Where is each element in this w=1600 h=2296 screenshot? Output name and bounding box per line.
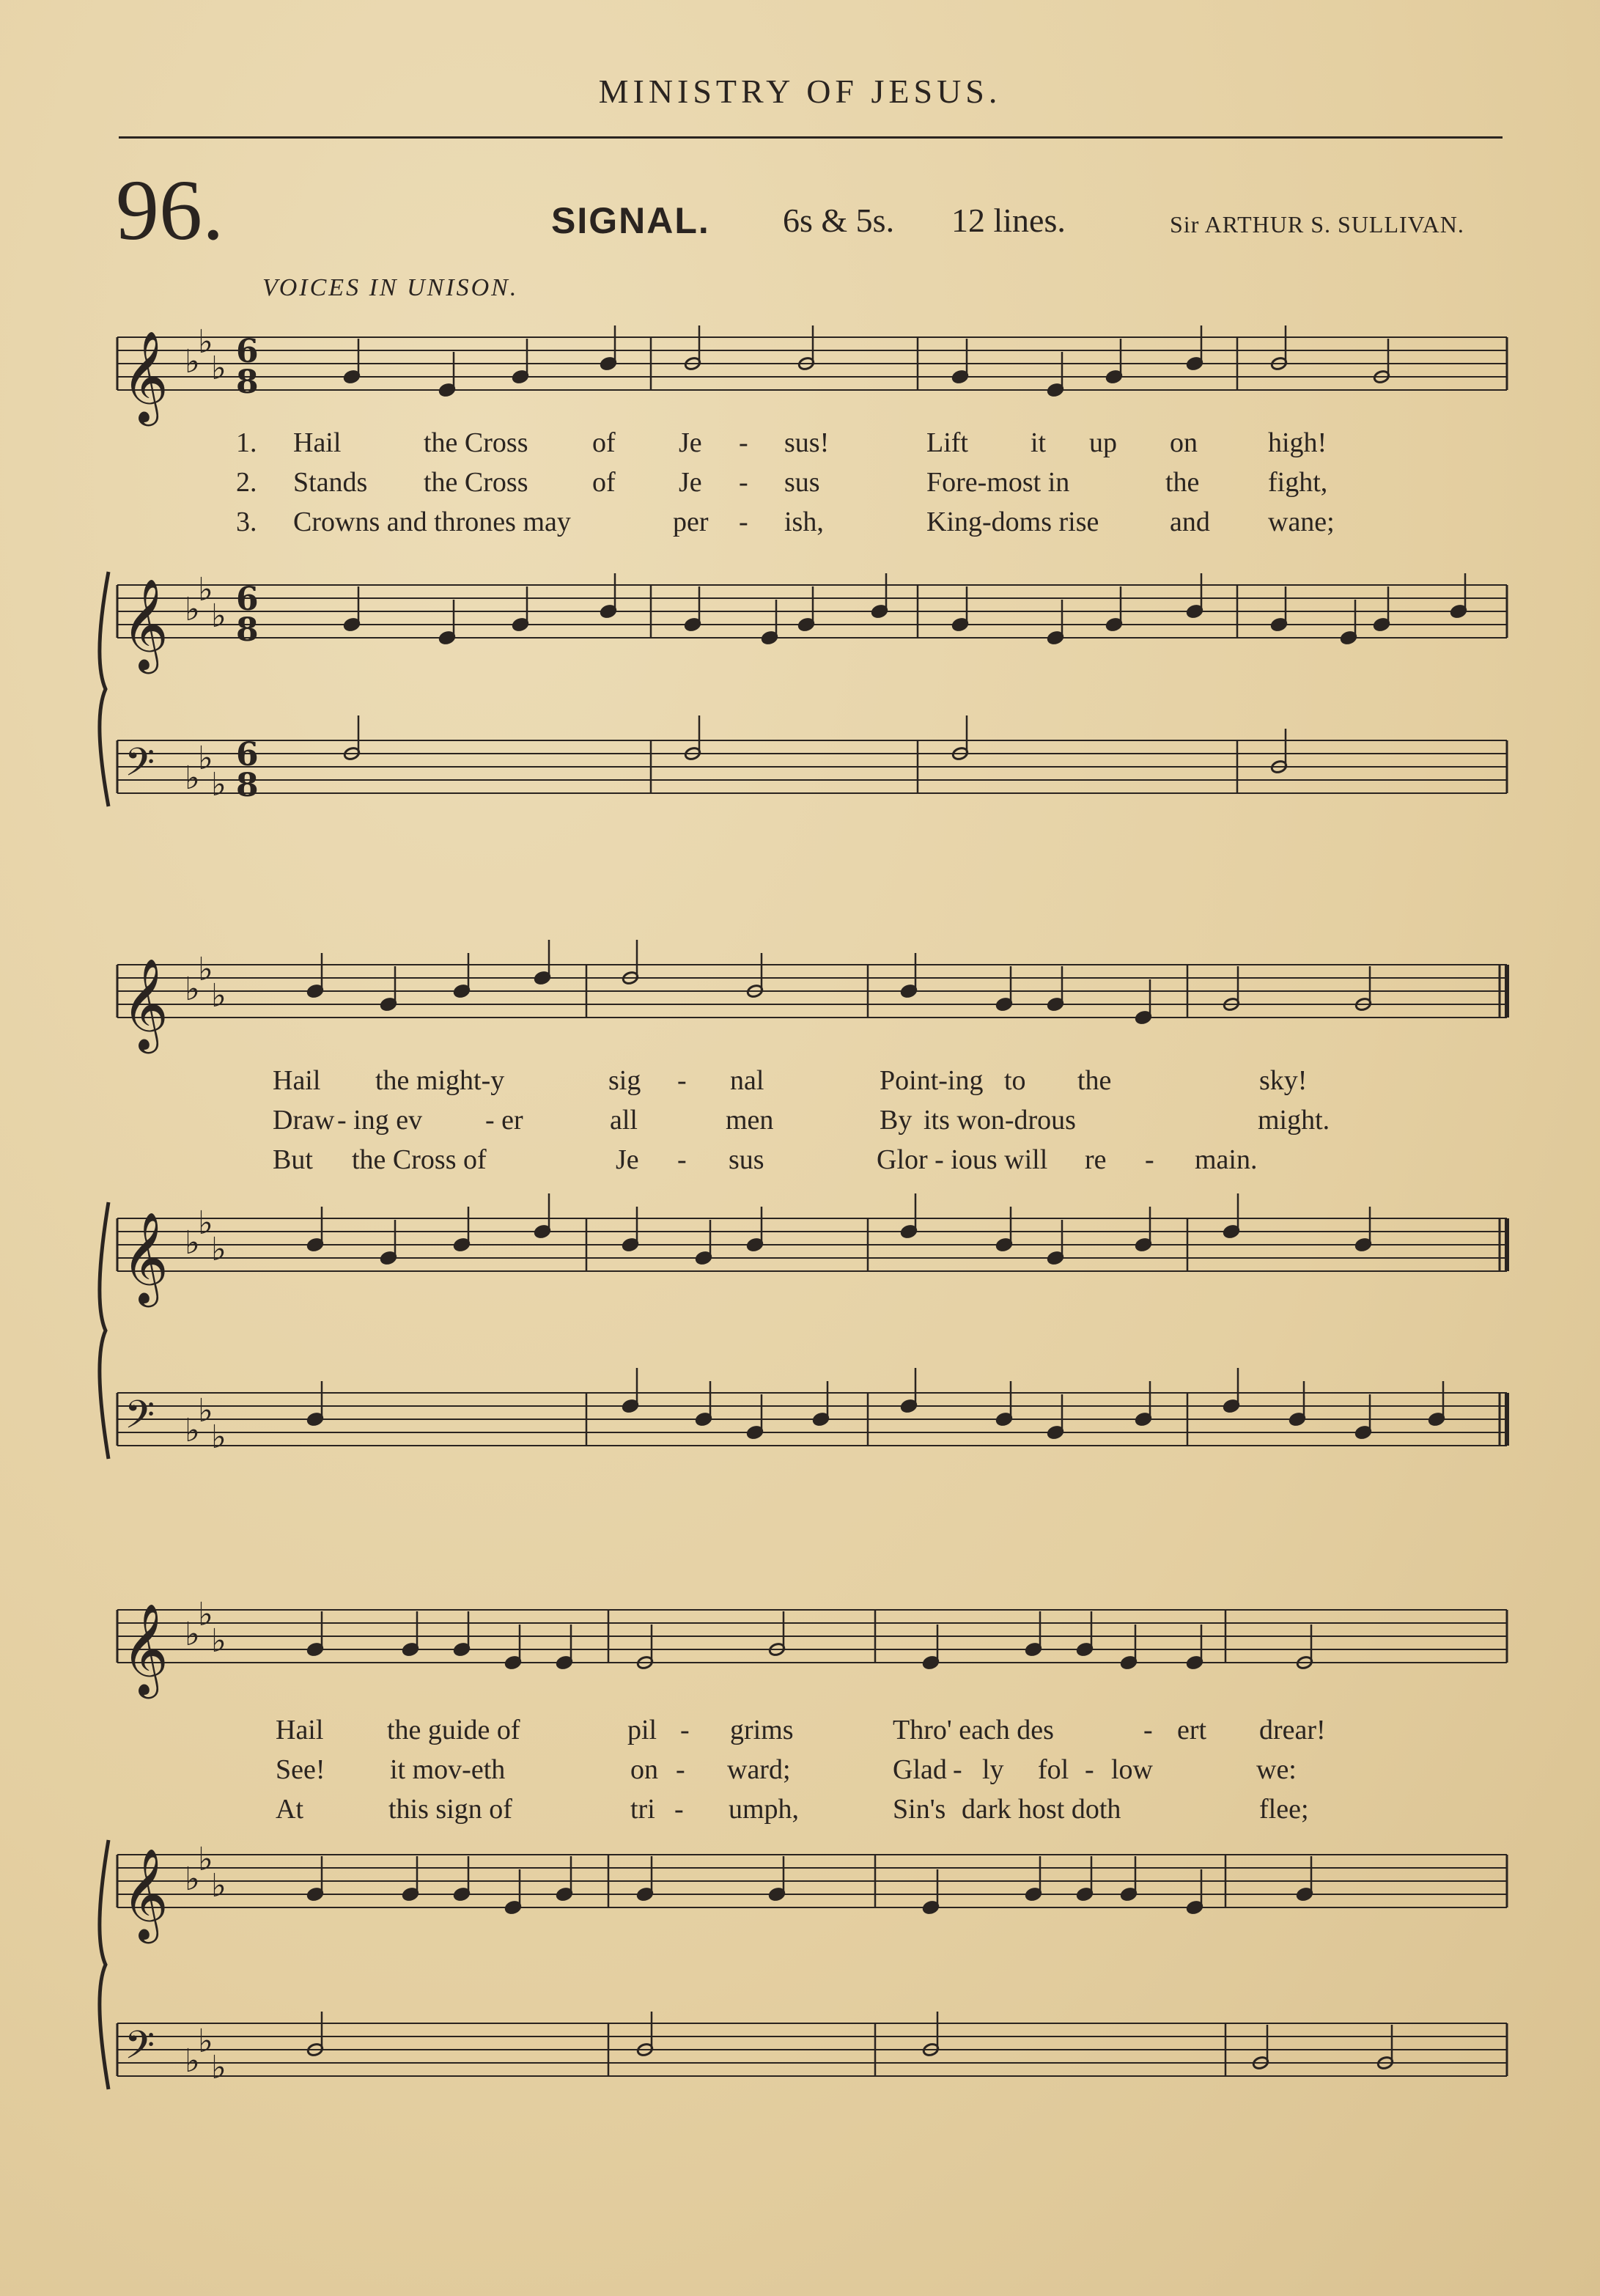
lyric-syllable: wane; [1268,507,1335,537]
flat-icon: ♭ [198,951,213,988]
flat-icon: ♭ [185,759,200,797]
treble-clef-icon: 𝄞 [122,578,169,670]
treble-clef-icon: 𝄞 [122,1212,169,1303]
lines-count: 12 lines. [951,202,1066,239]
lyric-syllable: sig [608,1065,641,1096]
lyric-syllable: By [880,1105,913,1136]
lyric-syllable: of [592,467,616,498]
flat-icon: ♭ [211,597,226,635]
flat-icon: ♭ [211,1419,226,1456]
treble-clef-icon: 𝄞 [122,1848,169,1940]
lyric-syllable: - [674,1794,684,1825]
time-signature-bottom: 8 [236,767,259,804]
flat-icon: ♭ [211,350,226,387]
lyric-syllable: Hail [276,1715,324,1745]
flat-icon: ♭ [211,977,226,1015]
lyric-syllable: the Cross [424,427,528,458]
lyric-syllable: its won-drous [923,1105,1076,1136]
flat-icon: ♭ [211,2049,226,2086]
verse-number: 3. [236,507,257,537]
lyric-syllable: to [1004,1065,1026,1096]
lyric-syllable: we: [1256,1754,1297,1785]
staff-brace [100,572,108,806]
lyric-syllable: high! [1268,427,1327,458]
lyric-syllable: the Cross [424,467,528,498]
lyric-syllable: fight, [1268,467,1328,498]
lyric-syllable: - [739,427,748,458]
lyric-syllable: But [273,1144,313,1175]
lyric-syllable: on [1170,427,1198,458]
lyric-syllable: See! [276,1754,325,1785]
lyric-syllable: ward; [727,1754,791,1785]
lyric-syllable: Sin's [893,1794,946,1825]
flat-icon: ♭ [198,2023,213,2060]
lyric-syllable: low [1111,1754,1153,1785]
lyric-syllable: Thro' each des [893,1715,1054,1745]
flat-icon: ♭ [211,766,226,803]
lyric-syllable: sky! [1259,1065,1308,1096]
lyric-syllable: - [1085,1754,1094,1785]
treble-clef-icon: 𝄞 [122,331,169,422]
time-signature-top: 6 [236,333,259,370]
lyric-syllable: King-doms rise [926,507,1099,537]
lyric-syllable: - er [485,1105,523,1136]
flat-icon: ♭ [185,2042,200,2080]
flat-icon: ♭ [198,571,213,608]
lyric-syllable: Draw [273,1105,335,1136]
lyric-syllable: - [1143,1715,1153,1745]
lyric-syllable: At [276,1794,303,1825]
treble-clef-icon: 𝄞 [122,1603,169,1695]
meter: 6s & 5s. [783,202,895,239]
time-signature-top: 6 [236,581,259,618]
flat-icon: ♭ [211,1231,226,1268]
lyric-syllable: tri [630,1794,655,1825]
lyric-syllable: - [739,507,748,537]
lyric-syllable: and [1170,507,1210,537]
lyric-syllable: Crowns and thrones may [293,507,571,537]
time-signature-top: 6 [236,736,259,773]
lyric-syllable: sus [784,467,820,498]
bass-clef-icon: 𝄢 [125,740,155,795]
flat-icon: ♭ [198,323,213,361]
hymn-number: 96. [116,162,224,258]
lyric-syllable: it [1031,427,1047,458]
lyric-syllable: fol [1038,1754,1069,1785]
flat-icon: ♭ [185,971,200,1008]
time-signature-bottom: 8 [236,611,259,649]
lyric-syllable: - [676,1754,685,1785]
composer: Sir ARTHUR S. SULLIVAN. [1170,211,1464,238]
time-signature-bottom: 8 [236,364,259,401]
lyric-syllable: flee; [1259,1794,1309,1825]
lyric-syllable: drear! [1259,1715,1326,1745]
lyric-syllable: per [673,507,709,537]
treble-clef-icon: 𝄞 [122,958,169,1050]
lyric-syllable: this sign of [388,1794,512,1825]
flat-icon: ♭ [185,1616,200,1653]
lyric-syllable: the Cross of [352,1144,487,1175]
lyric-syllable: nal [730,1065,764,1096]
lyric-syllable: the [1165,467,1200,498]
lyric-syllable: - [953,1754,962,1785]
lyric-syllable: might. [1258,1105,1330,1136]
lyric-syllable: it mov-eth [390,1754,506,1785]
lyric-syllable: men [726,1105,774,1136]
lyric-syllable: ish, [784,507,824,537]
flat-icon: ♭ [185,1861,200,1898]
lyric-syllable: pil [627,1715,657,1745]
lyric-syllable: the [1077,1065,1112,1096]
lyric-syllable: - ing ev [337,1105,423,1136]
flat-icon: ♭ [185,343,200,380]
lyric-syllable: ert [1177,1715,1207,1745]
flat-icon: ♭ [198,1841,213,1878]
flat-icon: ♭ [198,740,213,777]
lyric-syllable: grims [730,1715,794,1745]
flat-icon: ♭ [198,1204,213,1242]
lyric-syllable: Glor - ious will [877,1144,1048,1175]
tune-name: SIGNAL. [551,200,710,241]
lyric-syllable: - [739,467,748,498]
lyric-syllable: - [1145,1144,1154,1175]
lyric-syllable: Hail [293,427,342,458]
flat-icon: ♭ [198,1596,213,1633]
verse-number: 1. [236,427,257,458]
lyric-syllable: Lift [926,427,968,458]
lyric-syllable: up [1089,427,1117,458]
staff-brace [100,1202,108,1459]
lyric-syllable: Hail [273,1065,321,1096]
bass-clef-icon: 𝄢 [125,1393,155,1447]
lyric-syllable: sus [729,1144,764,1175]
page-title: MINISTRY OF JESUS. [598,73,1002,110]
flat-icon: ♭ [211,1622,226,1660]
flat-icon: ♭ [198,1392,213,1430]
lyric-syllable: of [592,427,616,458]
lyric-syllable: Glad [893,1754,947,1785]
lyric-syllable: dark host doth [962,1794,1121,1825]
lyric-syllable: - [680,1715,690,1745]
lyric-syllable: on [630,1754,658,1785]
lyric-syllable: ly [982,1754,1004,1785]
flat-icon: ♭ [185,1412,200,1449]
lyric-syllable: Je [679,427,702,458]
performance-note: VOICES IN UNISON. [262,274,519,301]
lyric-syllable: the might-y [375,1065,505,1096]
verse-number: 2. [236,467,257,498]
lyric-syllable: - [677,1144,687,1175]
lyric-syllable: Point-ing [880,1065,984,1096]
lyric-syllable: Je [616,1144,639,1175]
flat-icon: ♭ [185,591,200,628]
lyric-syllable: all [610,1105,638,1136]
lyric-syllable: sus! [784,427,830,458]
lyric-syllable: umph, [729,1794,800,1825]
lyric-syllable: re [1085,1144,1107,1175]
lyric-syllable: main. [1195,1144,1258,1175]
lyric-syllable: Je [679,467,702,498]
flat-icon: ♭ [185,1224,200,1262]
flat-icon: ♭ [211,1867,226,1905]
bass-clef-icon: 𝄢 [125,2023,155,2078]
lyric-syllable: Fore-most in [926,467,1070,498]
lyric-syllable: - [677,1065,687,1096]
lyric-syllable: Stands [293,467,368,498]
lyric-syllable: the guide of [387,1715,520,1745]
staff-brace [100,1840,108,2089]
